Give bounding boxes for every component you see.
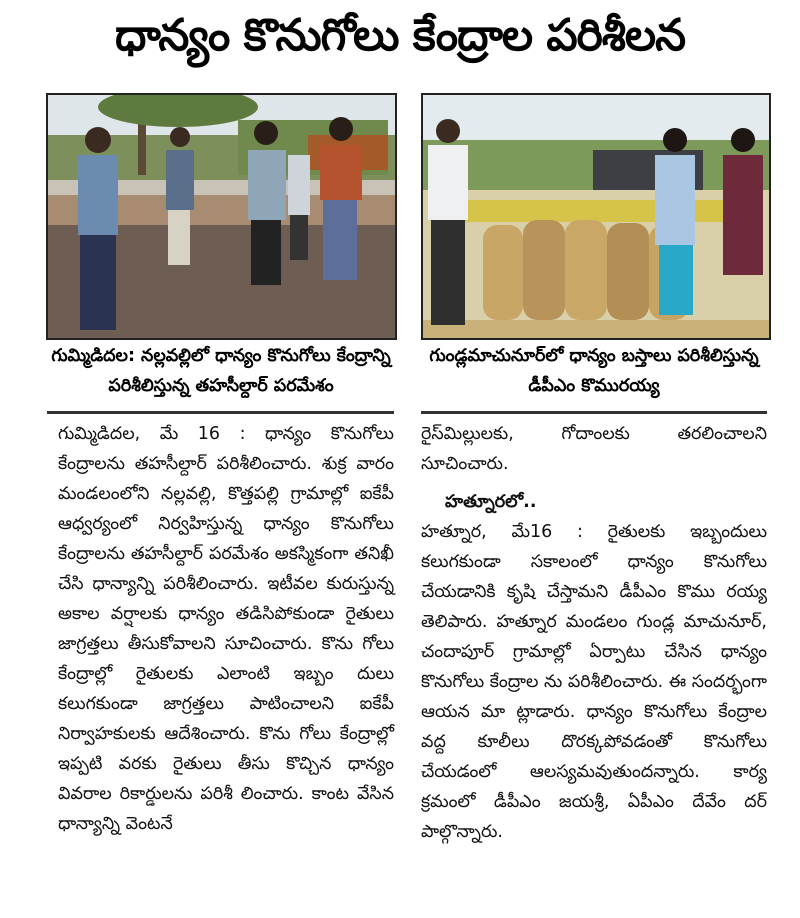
article-subheading: హత్నూరలో.. [445,492,537,512]
article-body-right: హత్నూర, మే16 : రైతులకు ఇబ్బందులు కలుగకుండా సకాలంలో ధాన్యం కొనుగోలు చేయడానికి కృషి చేస్తామని డీపీఎం కొము రయ్య తెలిపారు. హత్నూర మండలం గుండ్ల మాచునూర్, చందాపూర్ గ్రామాల్లో ఏర్పాటు చేసిన ధాన్యం కొనుగోలు కేంద్రాల ను పరిశీలించారు. ఈ సందర్భంగా ఆయన మా ట్లాడారు. ధాన్యం కొనుగోలు కేంద్రాల వద్ద కూలీలు దొరక్కపోవడంతో కొనుగోలు చేయడంలో ఆలస్యమవుతుందన్నారు. కార్య క్రమంలో డీపీఎం జయశ్రీ, ఏపీఎం దేవేం దర్ పాల్గొన్నారు. [421,522,767,842]
photo-paddy-bags [421,93,771,340]
photo-officials-inspecting-center [46,93,397,340]
article-column-right [421,419,767,847]
article-body-left: గుమ్మిడిదల, మే 16 : ధాన్యం కొనుగోలు కేంద్రాలను తహసీల్దార్ పరిశీలించారు. శుక్ర వారం మండలంలోని నల్లవల్లి, కొత్తపల్లి గ్రామాల్లో ఐకేపీ ఆధ్వర్యంలో నిర్వహిస్తున్న ధాన్యం కొనుగోలు కేంద్రాలను తహసీల్దార్ పరమేశం అకస్మికంగా తనిఖీ చేసి ధాన్యాన్ని పరిశీలించారు. ఇటీవల కురుస్తున్న అకాల వర్షాలకు ధాన్యం తడిసిపోకుండా రైతులు జాగ్రత్తలు తీసుకోవాలని సూచించారు. కొను గోలు కేంద్రాల్లో రైతులకు ఎలాంటి ఇబ్బం దులు కలుగకుండా జాగ్రత్తలు పాటించాలని ఐకేపీ నిర్వాహకులకు ఆదేశించారు. కొను గోలు కేంద్రాల్లో ఇప్పటి వరకు రైతులు తీసు కొచ్చిన ధాన్యం వివరాల రికార్డులను పరిశీ లించారు. కాంట వేసిన ధాన్యాన్ని వెంటనే [58,424,394,834]
photo-caption-right: గుండ్లమాచునూర్‌లో ధాన్యం బస్తాలు పరిశీలిస్తున్న డీపీఎం కొమురయ్య [429,346,759,396]
article-column-left [58,419,394,839]
article-continuation: రైస్‌మిల్లులకు, గోదాంలకు తరలించాలని సూచించారు. [421,424,767,474]
divider-left [47,411,394,414]
photo-caption-left: గుమ్మిడిదల: నల్లవల్లిలో ధాన్యం కొనుగోలు కేంద్రాన్ని పరిశీలిస్తున్న తహసీల్దార్ పరమేశం [51,346,391,396]
headline: ధాన్యం కొనుగోలు కేంద్రాల పరిశీలన [114,10,686,61]
divider-right [421,411,767,414]
